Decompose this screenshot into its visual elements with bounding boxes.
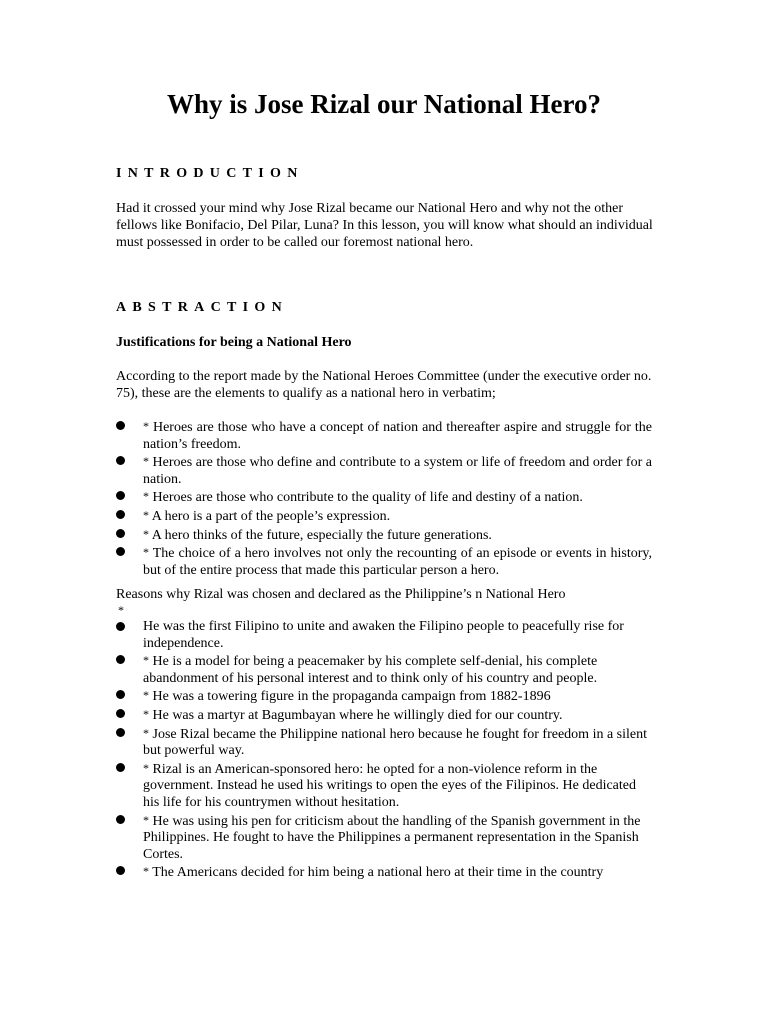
reason-text: He is a model for being a peacemaker by his complete self-denial, his complete abandonment of his personal interest and to think only of his country and people. — [143, 654, 598, 686]
abstraction-heading: ABSTRACTION — [116, 300, 288, 315]
list-item — [116, 418, 652, 453]
bullet-icon — [116, 763, 125, 772]
list-item — [116, 619, 652, 652]
reason-text: He was the first Filipino to unite and awaken the Filipino people to peacefully rise for independence. — [143, 619, 624, 651]
bullet-icon — [116, 709, 125, 718]
bullet-icon — [116, 655, 125, 664]
reason-text: Rizal is an American-sponsored hero: he opted for a non-violence reform in the government. Instead he used his writings to open the eyes of the Filipinos. He dedicated his life for his countrymen without hesitation. — [143, 761, 637, 810]
asterisk-icon: * — [143, 507, 149, 522]
asterisk-icon: * — [143, 526, 149, 541]
justifications-subheading: Justifications for being a National Hero — [116, 335, 352, 350]
list-item — [116, 725, 652, 760]
list-item — [116, 507, 652, 526]
asterisk-icon: * — [118, 603, 124, 617]
asterisk-icon: * — [143, 706, 149, 721]
bullet-icon — [116, 815, 125, 824]
list-item — [116, 488, 652, 507]
list-item — [116, 652, 652, 687]
list-item — [116, 526, 652, 545]
bullet-icon — [116, 690, 125, 699]
list-item — [116, 812, 652, 864]
asterisk-icon: * — [143, 760, 149, 775]
asterisk-icon: * — [143, 653, 149, 668]
asterisk-icon: * — [143, 489, 149, 504]
criteria-text: Heroes are those who define and contribute to a system or life of freedom and order for a nation. — [143, 455, 652, 487]
bullet-icon — [116, 547, 125, 556]
criteria-text: Heroes are those who contribute to the quality of life and destiny of a nation. — [152, 490, 583, 506]
reason-text: Jose Rizal became the Philippine national hero because he fought for freedom in a silent but powerful way. — [143, 726, 648, 759]
introduction-text: Had it crossed your mind why Jose Rizal became our National Hero and why not the other fellows like Bonifacio, Del Pilar, Luna? In this lesson, you will know what should an individual must possessed in order to be called our foremost national hero. — [116, 201, 653, 250]
reasons-list — [116, 619, 652, 882]
bullet-icon — [116, 510, 125, 519]
list-item — [116, 687, 652, 706]
bullet-icon — [116, 728, 125, 737]
criteria-text: A hero is a part of the people’s expression. — [151, 508, 391, 524]
list-item — [116, 760, 652, 812]
bullet-icon — [116, 866, 125, 875]
bullet-icon — [116, 421, 125, 430]
list-item — [116, 863, 652, 882]
reason-text: He was using his pen for criticism about the handling of the Spanish government in the Philippines. He fought to have the Philippines a permanent representation in the Spanish Cortes. — [143, 813, 641, 862]
criteria-text: A hero thinks of the future, especially the future generations. — [151, 527, 492, 543]
asterisk-icon: * — [143, 725, 149, 740]
introduction-heading: INTRODUCTION — [116, 166, 304, 181]
criteria-text: The choice of a hero involves not only the recounting of an episode or events in history, but of the entire process that made this particular person a hero. — [143, 546, 653, 578]
asterisk-icon: * — [143, 419, 149, 433]
reason-text: He was a martyr at Bagumbayan where he willingly died for our country. — [152, 707, 563, 723]
asterisk-icon: * — [143, 864, 149, 879]
reason-text: He was a towering figure in the propaganda campaign from 1882-1896 — [152, 689, 551, 705]
list-item — [116, 544, 652, 579]
asterisk-icon: * — [143, 454, 149, 469]
reasons-heading: Reasons why Rizal was chosen and declared as the Philippine’s n National Hero — [116, 587, 566, 602]
asterisk-icon: * — [143, 545, 149, 560]
page-title: Why is Jose Rizal our National Hero? — [166, 89, 601, 119]
list-item — [116, 706, 652, 725]
bullet-icon — [116, 529, 125, 538]
reason-text: The Americans decided for him being a national hero at their time in the country — [152, 865, 604, 881]
asterisk-icon: * — [143, 688, 149, 703]
bullet-icon — [116, 622, 125, 631]
list-item — [116, 453, 652, 488]
criteria-list — [116, 418, 652, 579]
bullet-icon — [116, 456, 125, 465]
bullet-icon — [116, 491, 125, 500]
criteria-text: Heroes are those who have a concept of nation and thereafter aspire and struggle for the nation’s freedom. — [143, 420, 652, 452]
committee-intro: According to the report made by the National Heroes Committee (under the executive order no. 75), these are the elements to qualify as a national hero in verbatim; — [116, 369, 652, 401]
asterisk-icon: * — [143, 812, 149, 827]
